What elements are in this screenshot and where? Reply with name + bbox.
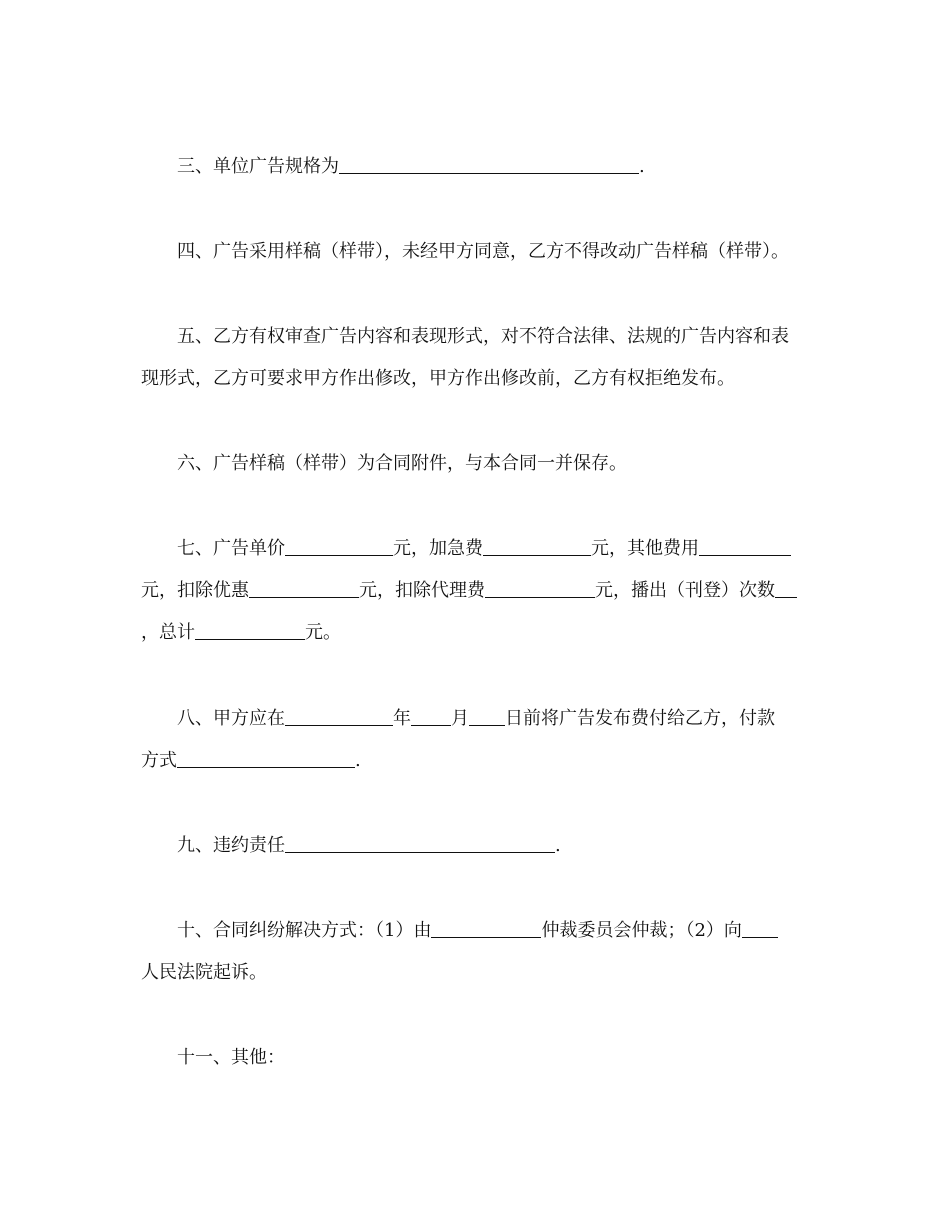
fill-blank-arbitration-committee[interactable]: [431, 917, 541, 938]
clause-4: [141, 231, 813, 273]
clause-line: 方式 .: [141, 740, 813, 782]
fill-blank-total[interactable]: [195, 619, 305, 640]
clause-11: [141, 1037, 813, 1079]
clause-3: [141, 146, 813, 188]
fill-blank-discount[interactable]: [249, 577, 359, 598]
clause-8: [141, 698, 813, 782]
clause-line: 三、单位广告规格为 .: [141, 146, 813, 188]
clause-7: [141, 528, 813, 654]
clause-line: 现形式，乙方可要求甲方作出修改，甲方作出修改前，乙方有权拒绝发布。: [141, 368, 735, 389]
fill-blank-ad-spec[interactable]: [339, 153, 639, 174]
clause-line: 五、乙方有权审查广告内容和表现形式，对不符合法律、法规的广告内容和表: [177, 326, 789, 347]
fill-blank-year[interactable]: [285, 705, 393, 726]
clause-line: 十、合同纠纷解决方式：（1）由 仲裁委员会仲裁；（2）向: [141, 910, 813, 952]
clause-line: ，总计 元。: [141, 612, 813, 654]
fill-blank-day[interactable]: [469, 705, 505, 726]
clause-line: 九、违约责任 .: [141, 825, 813, 867]
fill-blank-rush-fee[interactable]: [483, 535, 591, 556]
clause-line: 八、甲方应在 年 月 日前将广告发布费付给乙方，付款: [141, 698, 813, 740]
clause-line: 十一、其他：: [177, 1047, 285, 1068]
fill-blank-liability[interactable]: [285, 832, 555, 853]
fill-blank-payment-method[interactable]: [177, 747, 355, 768]
fill-blank-court[interactable]: [742, 917, 778, 938]
clause-10: [141, 910, 813, 994]
fill-blank-agency-fee[interactable]: [485, 577, 595, 598]
clause-6: [141, 443, 813, 485]
clause-line: 人民法院起诉。: [141, 962, 267, 983]
clause-line: 六、广告样稿（样带）为合同附件，与本合同一并保存。: [177, 453, 627, 474]
fill-blank-other-fees[interactable]: [699, 535, 791, 556]
clause-line: 元，扣除优惠 元，扣除代理费 元，播出（刊登）次数: [141, 570, 813, 612]
clause-9: [141, 825, 813, 867]
clause-line: 四、广告采用样稿（样带），未经甲方同意，乙方不得改动广告样稿（样带）。: [177, 241, 789, 262]
fill-blank-month[interactable]: [411, 705, 451, 726]
fill-blank-unit-price[interactable]: [285, 535, 393, 556]
clause-line: 七、广告单价 元，加急费 元，其他费用: [141, 528, 813, 570]
clause-5: [141, 316, 813, 400]
fill-blank-broadcast-count[interactable]: [775, 577, 797, 598]
